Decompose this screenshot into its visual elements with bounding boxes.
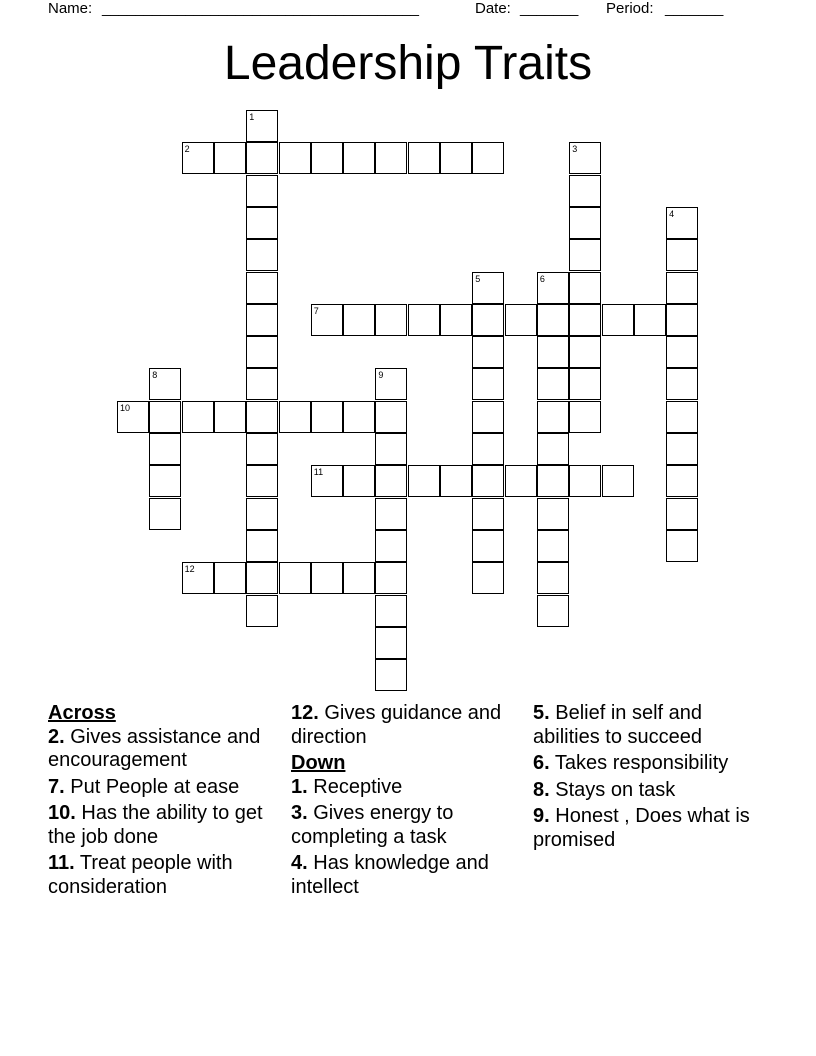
crossword-cell[interactable]: [472, 498, 504, 530]
crossword-cell[interactable]: [537, 595, 569, 627]
crossword-cell[interactable]: [666, 239, 698, 271]
name-label: Name:: [48, 0, 93, 17]
clue-item: [533, 805, 753, 852]
crossword-cell[interactable]: [537, 433, 569, 465]
clue-text: Receptive: [313, 775, 403, 798]
clue-number: 3.: [291, 802, 308, 824]
crossword-cell[interactable]: [537, 562, 569, 594]
crossword-cell[interactable]: [602, 304, 634, 336]
crossword-cell[interactable]: [246, 530, 278, 562]
clue-number: 9.: [533, 805, 550, 827]
crossword-cell[interactable]: [472, 336, 504, 368]
crossword-cell[interactable]: [311, 465, 343, 497]
clue-item: [291, 802, 517, 849]
clue-number-label: 3: [572, 144, 578, 155]
crossword-cell[interactable]: [246, 336, 278, 368]
clue-item: [48, 726, 268, 773]
crossword-cell[interactable]: [246, 304, 278, 336]
clue-number: 10.: [48, 802, 76, 824]
clue-text: Belief in self and abilities to succeed: [533, 702, 703, 748]
clue-item: [533, 752, 753, 776]
crossword-cell[interactable]: [375, 401, 407, 433]
clue-text: Has the ability to get the job done: [48, 802, 263, 848]
crossword-cell[interactable]: [537, 530, 569, 562]
clue-text: Put People at ease: [70, 775, 240, 798]
clue-number-label: 2: [184, 144, 190, 155]
crossword-cell[interactable]: [537, 304, 569, 336]
crossword-cell[interactable]: [375, 433, 407, 465]
clue-number-label: 5: [475, 273, 481, 284]
crossword-cell[interactable]: [472, 304, 504, 336]
crossword-cell[interactable]: [472, 142, 504, 174]
clue-item: [48, 802, 268, 849]
crossword-cell[interactable]: [311, 401, 343, 433]
crossword-cell[interactable]: [246, 595, 278, 627]
crossword-cell[interactable]: [246, 175, 278, 207]
crossword-cell[interactable]: [343, 304, 375, 336]
crossword-cell[interactable]: [472, 368, 504, 400]
crossword-cell[interactable]: [408, 304, 440, 336]
crossword-cell[interactable]: [149, 368, 181, 400]
clue-item: [48, 776, 268, 800]
crossword-cell[interactable]: [666, 530, 698, 562]
crossword-cell[interactable]: [375, 659, 407, 691]
clue-number: 1.: [291, 775, 308, 798]
clue-number-label: 7: [313, 305, 319, 316]
clue-item: [291, 852, 517, 899]
clue-number-label: 1: [249, 112, 255, 122]
clue-item: [533, 702, 753, 749]
crossword-cell[interactable]: [375, 627, 407, 659]
period-label: Period:: [606, 0, 654, 17]
crossword-cell[interactable]: [246, 562, 278, 594]
crossword-cell[interactable]: [537, 368, 569, 400]
clue-text: Honest , Does what is promised: [533, 805, 750, 851]
crossword-cell[interactable]: [440, 142, 472, 174]
crossword-cell[interactable]: [569, 239, 601, 271]
crossword-cell[interactable]: [634, 304, 666, 336]
crossword-cell[interactable]: [375, 142, 407, 174]
crossword-cell[interactable]: [666, 465, 698, 497]
crossword-cell[interactable]: [537, 465, 569, 497]
crossword-cell[interactable]: [182, 142, 214, 174]
crossword-cell[interactable]: [311, 142, 343, 174]
clue-number-label: 8: [152, 370, 158, 381]
clue-text: Gives assistance and encouragement: [48, 725, 261, 771]
crossword-cell[interactable]: [569, 304, 601, 336]
crossword-cell[interactable]: [408, 142, 440, 174]
clue-text: Treat people with consideration: [48, 852, 233, 898]
crossword-cell[interactable]: [440, 465, 472, 497]
crossword-cell[interactable]: [375, 304, 407, 336]
clue-number-label: 9: [378, 370, 384, 381]
clue-number: 6.: [533, 752, 550, 774]
clue-number: 4.: [291, 852, 308, 874]
crossword-cell[interactable]: [246, 498, 278, 530]
clue-number-label: 4: [669, 208, 675, 219]
crossword-cell[interactable]: [117, 401, 149, 433]
crossword-cell[interactable]: [537, 498, 569, 530]
clue-text: Takes responsibility: [554, 752, 729, 774]
clue-number: 5.: [533, 702, 550, 724]
name-field[interactable]: ______________________________________: [102, 0, 420, 17]
crossword-cell[interactable]: [149, 465, 181, 497]
crossword-cell[interactable]: [246, 207, 278, 239]
crossword-cell[interactable]: [666, 368, 698, 400]
page-title: Leadership Traits: [223, 37, 593, 90]
crossword-cell[interactable]: [214, 562, 246, 594]
crossword-cell[interactable]: [375, 368, 407, 400]
clue-number: 8.: [533, 778, 550, 801]
crossword-cell[interactable]: [666, 304, 698, 336]
crossword-cell[interactable]: [279, 401, 311, 433]
crossword-cell[interactable]: [569, 272, 601, 304]
crossword-cell[interactable]: [472, 272, 504, 304]
crossword-cell[interactable]: [569, 401, 601, 433]
crossword-cell[interactable]: [666, 207, 698, 239]
clue-heading: Down: [291, 752, 346, 774]
crossword-cell[interactable]: [666, 401, 698, 433]
crossword-cell[interactable]: [343, 142, 375, 174]
crossword-cell[interactable]: [343, 401, 375, 433]
clue-number-label: 12: [184, 564, 195, 575]
crossword-cell[interactable]: [246, 433, 278, 465]
crossword-cell[interactable]: [569, 465, 601, 497]
clue-text: Gives guidance and direction: [291, 702, 502, 748]
clue-item: [291, 776, 517, 800]
crossword-cell[interactable]: [279, 142, 311, 174]
clue-number-label: 11: [313, 467, 324, 478]
crossword-cell[interactable]: [569, 175, 601, 207]
crossword-cell[interactable]: [537, 272, 569, 304]
crossword-cell[interactable]: [472, 530, 504, 562]
clue-text: Has knowledge and intellect: [291, 852, 489, 898]
crossword-cell[interactable]: [472, 401, 504, 433]
date-label: Date:: [475, 0, 511, 17]
crossword-cell[interactable]: [666, 433, 698, 465]
clue-item: [48, 852, 268, 899]
crossword-cell[interactable]: [408, 465, 440, 497]
crossword-cell[interactable]: [505, 465, 537, 497]
crossword-cell[interactable]: [343, 562, 375, 594]
clue-number: 11.: [48, 852, 75, 874]
crossword-cell[interactable]: [246, 110, 278, 142]
crossword-cell[interactable]: [375, 562, 407, 594]
crossword-cell[interactable]: [440, 304, 472, 336]
clue-number: 7.: [48, 775, 65, 798]
clue-text: Stays on task: [555, 778, 676, 801]
crossword-cell[interactable]: [343, 465, 375, 497]
crossword-cell[interactable]: [569, 336, 601, 368]
clue-item: [291, 702, 517, 749]
clue-number: 12.: [291, 702, 319, 724]
clue-column-1: [48, 702, 268, 902]
crossword-cell[interactable]: [666, 272, 698, 304]
crossword-cell[interactable]: [149, 498, 181, 530]
crossword-cell[interactable]: [375, 530, 407, 562]
crossword-cell[interactable]: [246, 401, 278, 433]
clue-text: Gives energy to completing a task: [291, 802, 454, 848]
crossword-cell[interactable]: [666, 336, 698, 368]
crossword-cell[interactable]: [246, 142, 278, 174]
crossword-cell[interactable]: [246, 272, 278, 304]
crossword-cell[interactable]: [214, 401, 246, 433]
period-field[interactable]: _______: [665, 0, 724, 17]
crossword-cell[interactable]: [569, 207, 601, 239]
crossword-cell[interactable]: [472, 562, 504, 594]
clue-number: 2.: [48, 725, 65, 748]
crossword-cell[interactable]: [537, 336, 569, 368]
crossword-cell[interactable]: [375, 465, 407, 497]
crossword-cell[interactable]: [214, 142, 246, 174]
crossword-cell[interactable]: [537, 401, 569, 433]
crossword-cell[interactable]: [472, 433, 504, 465]
crossword-cell[interactable]: [375, 498, 407, 530]
crossword-cell[interactable]: [569, 368, 601, 400]
crossword-cell[interactable]: [182, 401, 214, 433]
crossword-cell[interactable]: [666, 498, 698, 530]
crossword-cell[interactable]: [246, 368, 278, 400]
crossword-cell[interactable]: [311, 562, 343, 594]
crossword-cell[interactable]: [149, 401, 181, 433]
clue-heading: Across: [48, 702, 116, 724]
crossword-cell[interactable]: [246, 465, 278, 497]
crossword-cell[interactable]: [311, 304, 343, 336]
date-field[interactable]: _______: [520, 0, 579, 17]
crossword-cell[interactable]: [569, 142, 601, 174]
crossword-cell[interactable]: [182, 562, 214, 594]
crossword-cell[interactable]: [279, 562, 311, 594]
crossword-cell[interactable]: [149, 433, 181, 465]
clue-item: [533, 779, 753, 803]
clue-number-label: 10: [120, 402, 131, 413]
clue-column-3: [533, 702, 753, 855]
clue-number-label: 6: [539, 273, 545, 284]
crossword-cell[interactable]: [602, 465, 634, 497]
crossword-cell[interactable]: [375, 595, 407, 627]
crossword-cell[interactable]: [472, 465, 504, 497]
crossword-cell[interactable]: [246, 239, 278, 271]
clue-column-2: [291, 702, 517, 902]
crossword-cell[interactable]: [505, 304, 537, 336]
